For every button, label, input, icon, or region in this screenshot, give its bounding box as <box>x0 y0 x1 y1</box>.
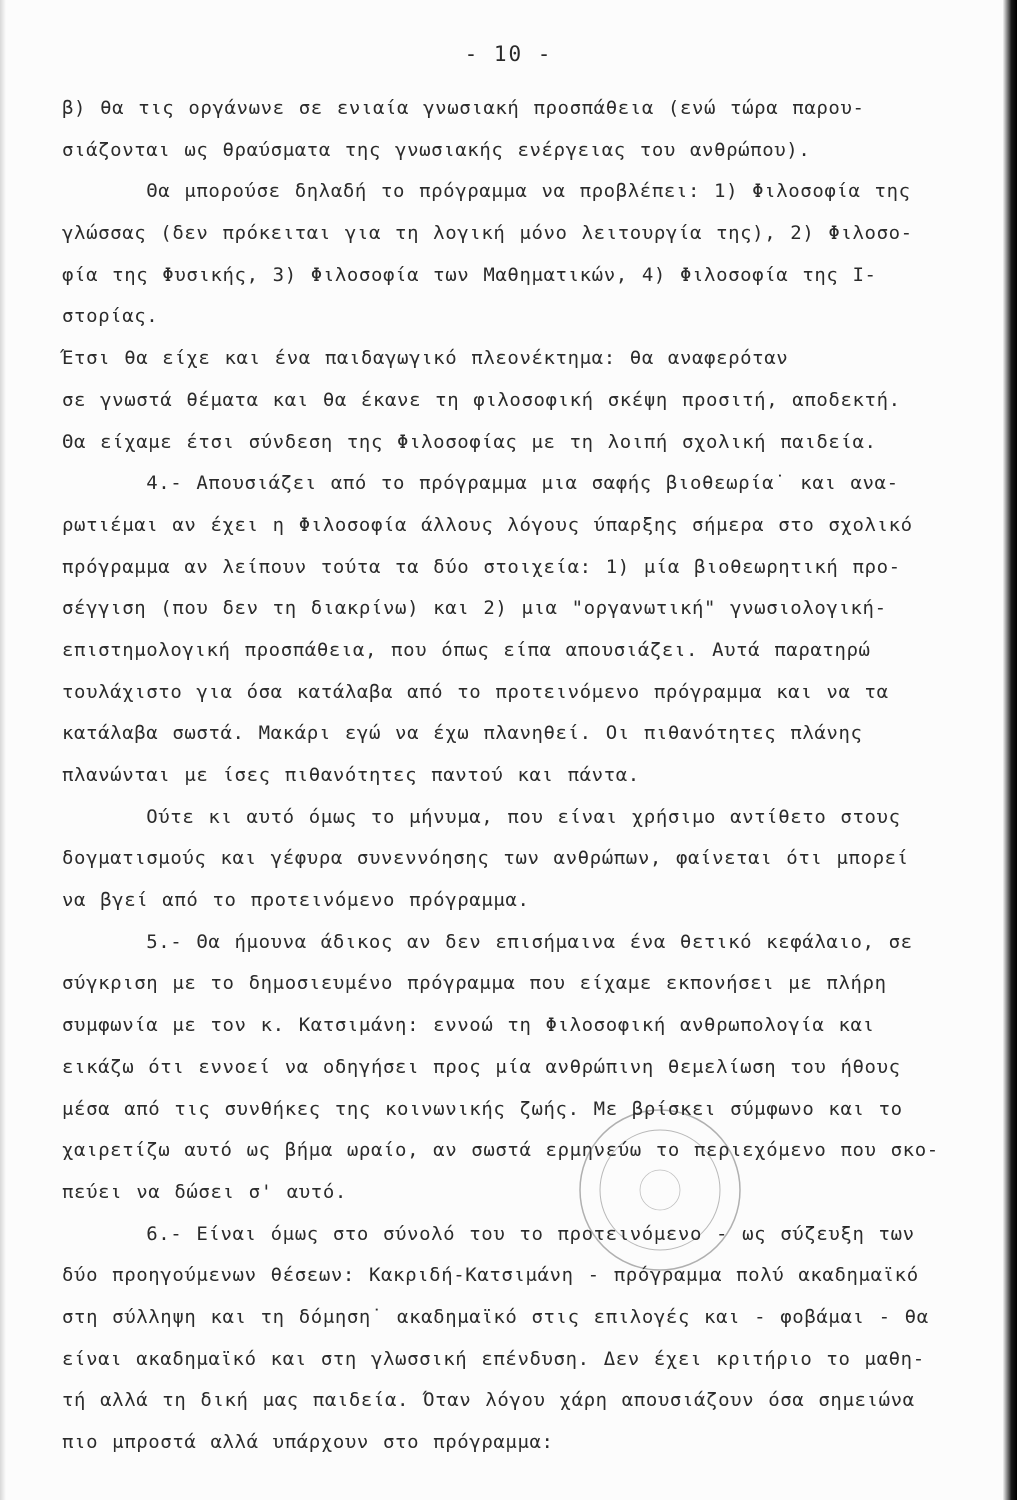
text-line: Θα είχαμε έτσι σύνδεση της Φιλοσοφίας με τη λοιπή σχολική παιδεία. <box>62 430 877 453</box>
text-line: δογματισμούς και γέφυρα συνεννόησης των ανθρώπων, φαίνεται ότι μπορεί <box>62 847 909 870</box>
text-line: Ούτε κι αυτό όμως το μήνυμα, που είναι χρήσιμο αντίθετο στους <box>62 805 901 828</box>
text-line: πιο μπροστά αλλά υπάρχουν στο πρόγραμμα: <box>62 1431 554 1453</box>
text-line: τή αλλά τη δική μας παιδεία. Όταν λόγου χάρη απουσιάζουν όσα σημειώνα <box>62 1389 915 1412</box>
text-line: τουλάχιστο για όσα κατάλαβα από το προτεινόμενο πρόγραμμα και να τα <box>62 680 889 703</box>
text-line: πεύει να δώσει σ' αυτό. <box>62 1180 347 1203</box>
text-line: σε γνωστά θέματα και θα έκανε τη φιλοσοφική σκέψη προσιτή, αποδεκτή. <box>62 388 901 411</box>
text-line: χαιρετίζω αυτό ως βήμα ωραίο, αν σωστά ερμηνεύω το περιεχόμενο που σκο- <box>62 1139 939 1162</box>
text-line: κατάλαβα σωστά. Μακάρι εγώ να έχω πλανηθεί. Οι πιθανότητες πλάνης <box>62 722 863 745</box>
text-line: πλανώνται με ίσες πιθανότητες παντού και πάντα. <box>62 764 640 786</box>
text-line: 6.- Είναι όμως στο σύνολό του το προτεινόμενο - ως σύζευξη των <box>62 1222 915 1245</box>
text-line: στη σύλληψη και τη δόμηση˙ ακαδημαϊκό στις επιλογές και - φοβάμαι - θα <box>62 1305 929 1328</box>
text-line: Έτσι θα είχε και ένα παιδαγωγικό πλεονέκτημα: θα αναφερόταν <box>62 347 789 370</box>
text-line: σέγγιση (που δεν τη διακρίνω) και 2) μια "οργανωτική" γνωσιολογική- <box>62 597 887 620</box>
body-text <box>62 88 962 1464</box>
text-line: β) θα τις οργάνωνε σε ενιαία γνωσιακή προσπάθεια (ενώ τώρα παρου- <box>62 97 865 119</box>
text-line: γλώσσας (δεν πρόκειται για τη λογική μόνο λειτουργία της), 2) Φιλοσο- <box>62 222 913 245</box>
text-line: ρωτιέμαι αν έχει η Φιλοσοφία άλλους λόγους ύπαρξης σήμερα στο σχολικό <box>62 513 913 536</box>
text-line: είναι ακαδημαϊκό και στη γλωσσική επένδυση. Δεν έχει κριτήριο το μαθη- <box>62 1347 925 1370</box>
text-line: σιάζονται ως θραύσματα της γνωσιακής ενέργειας του ανθρώπου). <box>62 138 811 161</box>
scan-edge-right <box>1003 0 1017 1500</box>
text-line: να βγεί από το προτεινόμενο πρόγραμμα. <box>62 889 530 912</box>
text-line: Θα μπορούσε δηλαδή το πρόγραμμα να προβλέπει: 1) Φιλοσοφία της <box>62 180 911 203</box>
text-line: 4.- Απουσιάζει από το πρόγραμμα μια σαφής βιοθεωρία˙ και ανα- <box>62 472 899 495</box>
text-line: φία της Φυσικής, 3) Φιλοσοφία των Μαθηματικών, 4) Φιλοσοφία της Ι- <box>62 263 877 286</box>
text-line: σύγκριση με το δημοσιευμένο πρόγραμμα που είχαμε εκπονήσει με πλήρη <box>62 972 887 995</box>
text-line: δύο προηγούμενων θέσεων: Κακριδή-Κατσιμάνη - πρόγραμμα πολύ ακαδημαϊκό <box>62 1264 919 1287</box>
text-line: επιστημολογική προσπάθεια, που όπως είπα απουσιάζει. Αυτά παρατηρώ <box>62 638 871 661</box>
text-line: συμφωνία με τον κ. Κατσιμάνη: εννοώ τη Φιλοσοφική ανθρωπολογία και <box>62 1014 875 1037</box>
text-line: εικάζω ότι εννοεί να οδηγήσει προς μία ανθρώπινη θεμελίωση του ήθους <box>62 1055 901 1078</box>
page-number: - 10 - <box>464 42 553 66</box>
scan-edge-left <box>0 0 6 1500</box>
text-line: μέσα από τις συνθήκες της κοινωνικής ζωής. Με βρίσκει σύμφωνο και το <box>62 1097 903 1120</box>
text-line: 5.- Θα ήμουνα άδικος αν δεν επισήμαινα ένα θετικό κεφάλαιο, σε <box>62 930 913 953</box>
text-line: στορίας. <box>62 305 159 328</box>
text-line: πρόγραμμα αν λείπουν τούτα τα δύο στοιχεία: 1) μία βιοθεωρητική προ- <box>62 555 901 578</box>
